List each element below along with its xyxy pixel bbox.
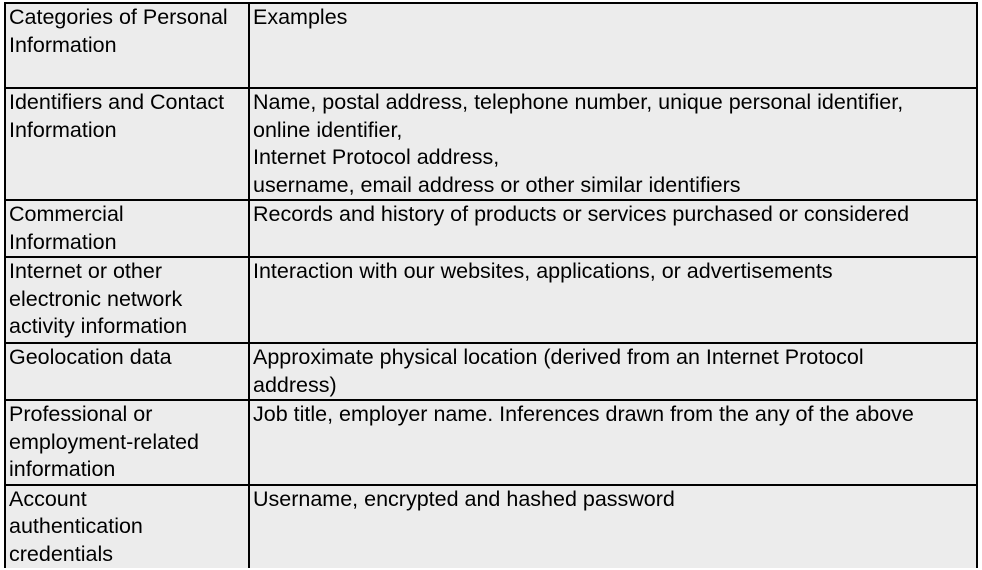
table-header-row — [6, 4, 976, 88]
category-cell — [6, 200, 249, 257]
table-row — [6, 485, 976, 569]
examples-text: Interaction with our websites, applications, or advertisements — [253, 259, 833, 283]
table-row — [6, 343, 976, 400]
table-row — [6, 257, 976, 343]
examples-text: Name, postal address, telephone number, unique personal identifier, online identifier, — [253, 90, 904, 142]
examples-text: username, email address or other similar identifiers — [253, 172, 741, 197]
examples-cell — [249, 88, 976, 200]
examples-text: Approximate physical location (derived from an Internet Protocol address) — [253, 345, 864, 397]
header-examples-cell — [249, 4, 976, 88]
header-category-label: Categories of Personal Information — [9, 5, 228, 57]
category-cell — [6, 343, 249, 400]
table-row — [6, 88, 976, 200]
category-cell — [6, 400, 249, 485]
category-text: Commercial Information — [9, 202, 124, 254]
category-cell — [6, 88, 249, 200]
examples-cell — [249, 485, 976, 569]
category-text: Account authentication credentials — [9, 486, 143, 566]
examples-text: Job title, employer name. Inferences drawn from the any of the above — [253, 402, 914, 426]
examples-cell — [249, 343, 976, 400]
examples-cell — [249, 200, 976, 257]
examples-text: Username, encrypted and hashed password — [253, 486, 675, 511]
examples-cell — [249, 400, 976, 485]
examples-text: Internet Protocol address, — [253, 145, 500, 169]
header-examples-label: Examples — [253, 5, 348, 29]
table-row — [6, 200, 976, 257]
category-text: Internet or other electronic network activity information — [9, 259, 188, 338]
personal-information-table — [6, 4, 976, 568]
personal-information-table-container — [4, 2, 978, 568]
header-category-cell — [6, 4, 249, 88]
examples-cell — [249, 257, 976, 343]
table-row — [6, 400, 976, 485]
category-text: Professional or employment-related information — [9, 402, 200, 481]
category-text: Identifiers and Contact Information — [9, 90, 225, 142]
category-cell — [6, 257, 249, 343]
category-cell — [6, 485, 249, 569]
category-text: Geolocation data — [9, 345, 172, 369]
examples-text: Records and history of products or services purchased or considered — [253, 202, 910, 226]
